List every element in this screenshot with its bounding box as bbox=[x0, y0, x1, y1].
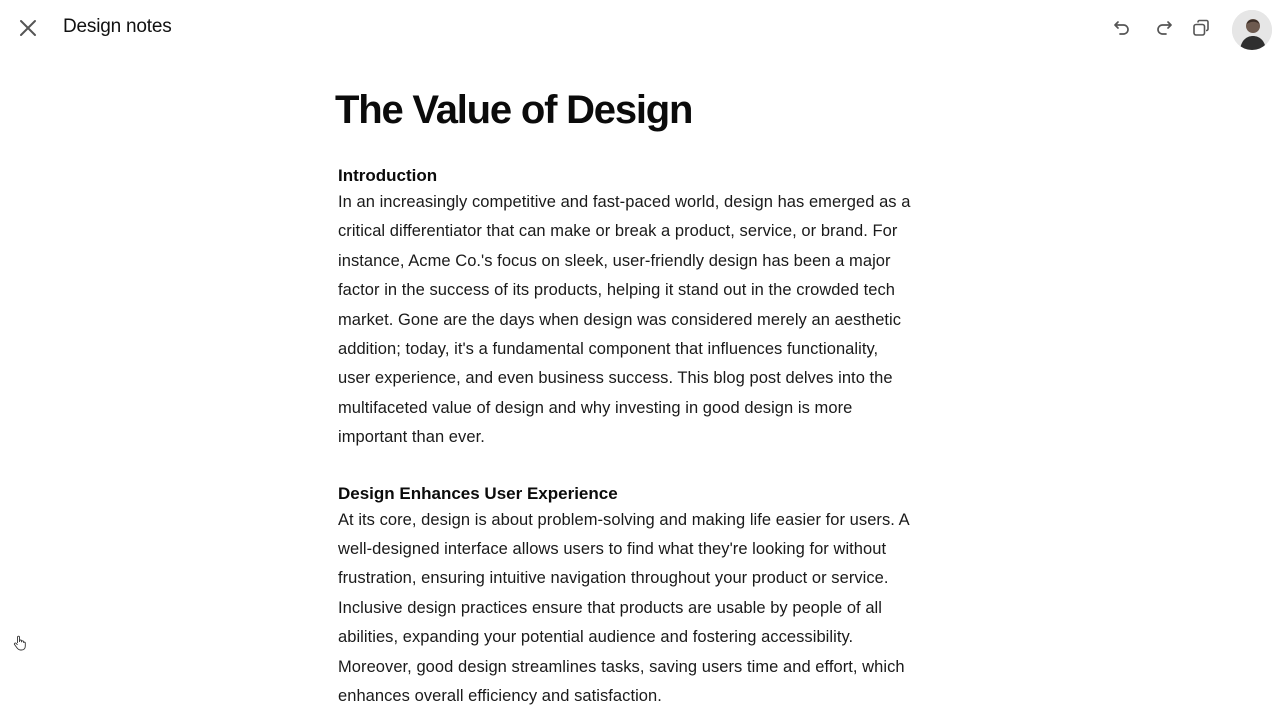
paragraph-line: Moreover, good design streamlines tasks, saving users time and effort, which bbox=[338, 657, 905, 676]
undo-icon bbox=[1112, 18, 1132, 38]
user-avatar[interactable] bbox=[1232, 10, 1272, 50]
duplicate-icon bbox=[1191, 18, 1211, 38]
page-title: The Value of Design bbox=[335, 88, 693, 132]
top-bar bbox=[0, 0, 1280, 56]
hand-cursor-icon bbox=[13, 635, 27, 651]
paragraph-line: instance, Acme Co.'s focus on sleek, user-friendly design has been a major bbox=[338, 251, 891, 270]
section-paragraph bbox=[338, 188, 958, 453]
avatar-icon bbox=[1232, 10, 1272, 50]
paragraph-line: well-designed interface allows users to find what they're looking for without bbox=[338, 540, 887, 559]
paragraph-line: market. Gone are the days when design was considered merely an aesthetic bbox=[338, 310, 902, 329]
paragraph-line: factor in the success of its products, helping it stand out in the crowded tech bbox=[338, 281, 896, 300]
close-icon bbox=[19, 19, 37, 37]
section-user-experience bbox=[338, 482, 958, 712]
paragraph-line: important than ever. bbox=[338, 428, 485, 447]
paragraph-line: critical differentiator that can make or break a product, service, or brand. For bbox=[338, 222, 898, 241]
section-paragraph bbox=[338, 506, 958, 712]
paragraph-line: enhances overall efficiency and satisfaction. bbox=[338, 687, 662, 706]
section-introduction bbox=[338, 164, 958, 453]
redo-button[interactable] bbox=[1152, 16, 1176, 40]
paragraph-line: In an increasingly competitive and fast-paced world, design has emerged as a bbox=[338, 193, 911, 211]
close-button[interactable] bbox=[14, 14, 42, 42]
paragraph-line: Inclusive design practices ensure that products are usable by people of all bbox=[338, 598, 882, 617]
paragraph-line: user experience, and even business success. This blog post delves into the bbox=[338, 369, 893, 388]
document-name: Design notes bbox=[63, 16, 172, 37]
duplicate-button[interactable] bbox=[1189, 16, 1213, 40]
paragraph-line: addition; today, it's a fundamental component that influences functionality, bbox=[338, 340, 879, 359]
undo-button[interactable] bbox=[1110, 16, 1134, 40]
paragraph-line: frustration, ensuring intuitive navigation throughout your product or service. bbox=[338, 569, 889, 588]
paragraph-line: multifaceted value of design and why investing in good design is more bbox=[338, 398, 853, 417]
redo-icon bbox=[1154, 18, 1174, 38]
paragraph-line: At its core, design is about problem-solving and making life easier for users. A bbox=[338, 510, 910, 529]
document-content[interactable] bbox=[335, 84, 958, 712]
section-heading: Introduction bbox=[338, 166, 438, 185]
paragraph-line: abilities, expanding your potential audience and fostering accessibility. bbox=[338, 628, 854, 647]
section-heading: Design Enhances User Experience bbox=[338, 483, 618, 503]
